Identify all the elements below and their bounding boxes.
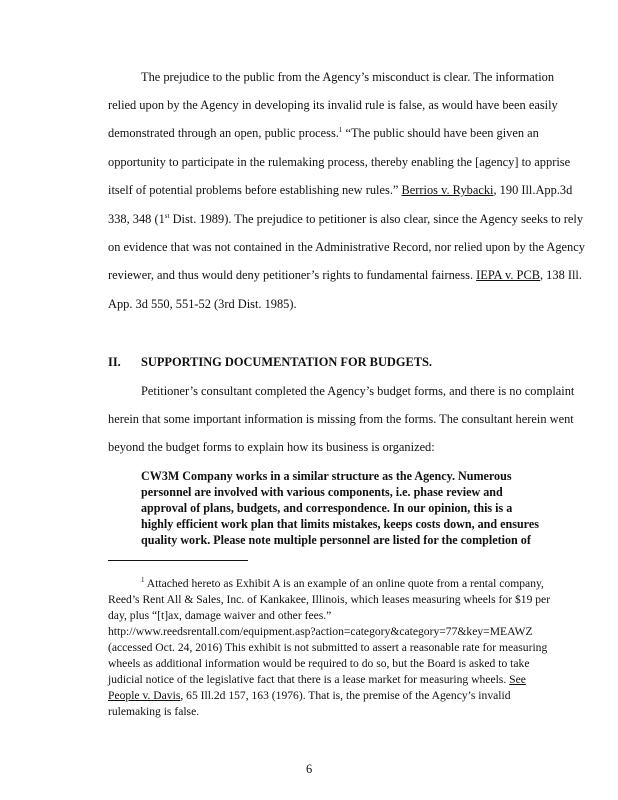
footnote-separator (108, 560, 248, 561)
footnote-line: $^1$ Attached hereto as Exhibit A is an example of an online quote from a rental company, (141, 576, 544, 590)
body-line: App. 3d 550, 551-52 (3rd Dist. 1985). (108, 297, 297, 311)
case-citation: IEPA v. PCB (476, 268, 540, 282)
body-line: opportunity to participate in the rulemaking process, thereby enabling the [agency] to apprise (108, 155, 571, 169)
block-quote-line: quality work. Please note multiple personnel are listed for the completion of (141, 533, 531, 547)
body-line: reviewer, and thus would deny petitioner’s rights to fundamental fairness. IEPA v. PCB, 138 Ill. (108, 268, 582, 282)
section-number: II. (108, 355, 121, 369)
block-quote-line: personnel are involved with various components, i.e. phase review and (141, 485, 503, 499)
body-line: 338, 348 (1st Dist. 1989). The prejudice to petitioner is also clear, since the Agency seeks to rely (108, 211, 584, 226)
body-line: beyond the budget forms to explain how its business is organized: (108, 440, 435, 454)
body-line: on evidence that was not contained in the Administrative Record, nor relied upon by the Agency (108, 240, 585, 254)
body-line: relied upon by the Agency in developing its invalid rule is false, as would have been easily (108, 98, 558, 112)
body-line: The prejudice to the public from the Agency’s misconduct is clear. The information (141, 70, 555, 84)
footnote-line: judicial notice of the legislative fact that there is a lease market for measuring wheels. See (108, 673, 526, 686)
body-line: herein that some important information is missing from the forms. The consultant herein went (108, 412, 574, 426)
body-line: itself of potential problems before establishing new rules.” Berrios v. Rybacki, 190 Ill.App.3d (108, 183, 573, 197)
footnote-line: Reed’s Rent All & Sales, Inc. of Kankakee, Illinois, which leases measuring wheels for $19 per (108, 593, 551, 606)
see-signal: See (509, 673, 526, 686)
footnote-line: (accessed Oct. 24, 2016) This exhibit is not submitted to assert a reasonable rate for measuring (108, 641, 548, 654)
footnote-marker: 1 (141, 576, 145, 585)
block-quote-line: approval of plans, budgets, and correspondence. In our opinion, this is a (141, 501, 513, 515)
page-number: 6 (306, 762, 313, 776)
footnote-line: rulemaking is false. (108, 705, 200, 718)
case-citation: People v. Davis (108, 689, 181, 702)
body-line: demonstrated through an open, public process.$^1$ “The public should have been given an (108, 125, 539, 140)
footnote-reference[interactable]: 1 (338, 125, 343, 134)
body-line: Petitioner’s consultant completed the Agency’s budget forms, and there is no complaint (141, 384, 575, 398)
footnote-line: day, plus “[t]ax, damage waiver and other fees.” (108, 609, 332, 622)
block-quote-line: highly efficient work plan that limits mistakes, keeps costs down, and ensures (141, 517, 539, 531)
case-citation: Berrios v. Rybacki (401, 183, 494, 197)
footnote-url[interactable]: http://www.reedsrentall.com/equipment.asp?action=category&category=77&key=MEAWZ (108, 625, 533, 638)
block-quote-line: CW3M Company works in a similar structure as the Agency. Numerous (141, 469, 512, 483)
footnote-line: People v. Davis, 65 Ill.2d 157, 163 (1976). That is, the premise of the Agency’s invalid (108, 689, 511, 702)
section-title: SUPPORTING DOCUMENTATION FOR BUDGETS. (141, 355, 432, 369)
footnote-line: wheels as additional information would be required to do so, but the Board is asked to take (108, 657, 530, 670)
